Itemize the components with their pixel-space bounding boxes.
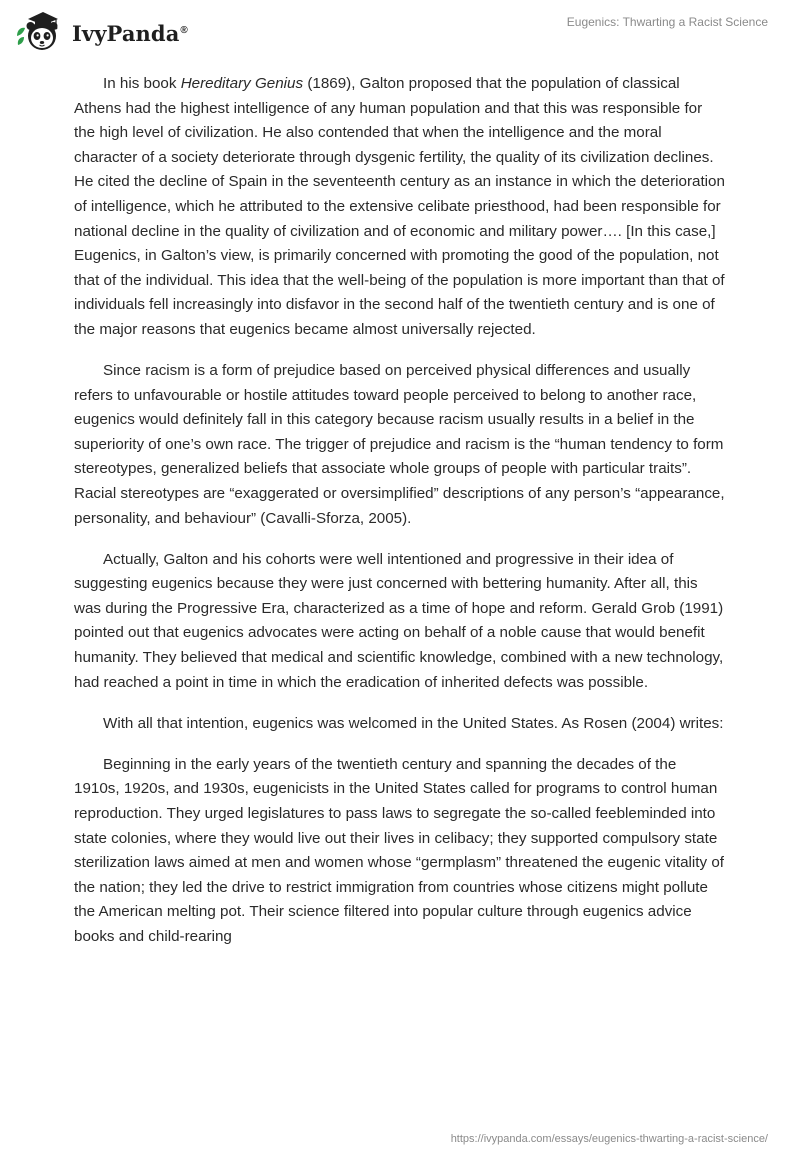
paragraph-1-rest: (1869), Galton proposed that the population of classical Athens had the highest intelligence of any human population and that this was responsible for the high level of civilization. He also contended that when the intelligence and the moral character of a society deteriorate through dysgenic fertility, the quality of its civilization declines. He cited the decline of Spain in the seventeenth century as an instance in which the deterioration of intelligence, which he attributed to the extensive celibate priesthood, had been responsible for national decline in the quality of civilization and of economic and military power…. [In this case,] Eugenics, in Galton’s view, is primarily concerned with promoting the good of the population, not that of the individual. This idea that the well-being of the population is more important than that of individuals fell increasingly into disfavor in the second half of the twentieth century and is one of the major reasons that eugenics became almost universally rejected. (74, 75, 725, 338)
ivypanda-logo[interactable] (14, 8, 188, 56)
paragraph-1-lead: In his book (103, 75, 181, 92)
registered-mark: ® (180, 24, 188, 36)
essay-body (74, 72, 726, 966)
brand-name: IvyPanda® (72, 20, 188, 46)
paragraph-1 (74, 72, 726, 343)
document-title: Eugenics: Thwarting a Racist Science (566, 15, 768, 29)
paragraph-5-quote: Beginning in the early years of the twentieth century and spanning the decades of the 1910s, 1920s, and 1930s, eugenicists in the United States called for programs to control human reproduction. They urged legislatures to pass laws to segregate the so-called feebleminded into state colonies, where they would live out their lives in celibacy; they supported compulsory state sterilization laws aimed at men and women whose “germplasm” threatened the eugenic vitality of the nation; they led the drive to restrict immigration from countries whose citizens might pollute the American melting pot. Their science filtered into popular culture through eugenics advice books and child-rearing (74, 755, 725, 945)
paragraph-4: With all that intention, eugenics was welcomed in the United States. As Rosen (2004) writes: (103, 714, 724, 732)
paragraph-3: Actually, Galton and his cohorts were well intentioned and progressive in their idea of suggesting eugenics because they were just concerned with bettering humanity. After all, this was during the Progressive Era, characterized as a time of hope and reform. Gerald Grob (1991) pointed out that eugenics advocates were acting on behalf of a noble cause that would benefit humanity. They believed that medical and scientific knowledge, combined with a new technology, had reached a point in time in which the eradication of inherited defects was possible. (74, 550, 724, 691)
paragraph-2: Since racism is a form of prejudice based on perceived physical differences and usually refers to unfavourable or hostile attitudes toward people perceived to belong to another race, eugenics would definitely fall in this category because racism usually results in a belief in the superiority of one’s own race. The trigger of prejudice and racism is the “human tendency to form stereotypes, generalized beliefs that associate whole groups of people with particular traits”. Racial stereotypes are “exaggerated or oversimplified” descriptions of any person’s “appearance, personality, and behaviour” (Cavalli-Sforza, 2005). (74, 362, 725, 527)
book-title: Hereditary Genius (180, 75, 304, 92)
source-url[interactable]: https://ivypanda.com/essays/eugenics-thwarting-a-racist-science/ (450, 1133, 768, 1145)
page-header (0, 0, 800, 62)
panda-graduation-cap-icon (14, 8, 66, 56)
